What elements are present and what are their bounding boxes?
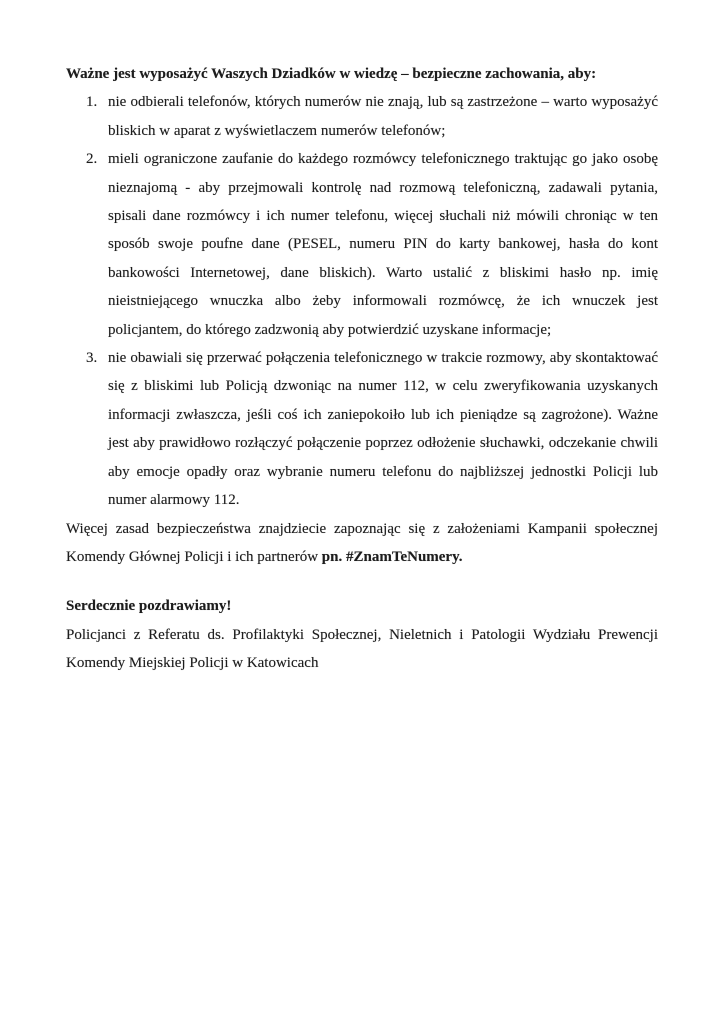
campaign-paragraph	[66, 515, 658, 572]
list-item-1-text: nie odbierali telefonów, których numerów nie znają, lub są zastrzeżone – warto wyposażyć bliskich w aparat z wyświetlaczem numerów telefonów;	[108, 94, 658, 139]
list-item-3-number: 3.	[86, 350, 98, 367]
document-heading: Ważne jest wyposażyć Waszych Dziadków w wiedzę – bezpieczne zachowania, aby:	[66, 66, 597, 82]
list-item-3	[66, 344, 658, 514]
list-item-1-number: 1.	[86, 94, 98, 111]
salutation: Serdecznie pozdrawiamy!	[66, 598, 232, 615]
signature: Policjanci z Referatu ds. Profilaktyki Społecznej, Nieletnich i Patologii Wydziału Prewencji Komendy Miejskiej Policji w Katowicach	[66, 626, 658, 672]
list-item-3-text: nie obawiali się przerwać połączenia telefonicznego w trakcie rozmowy, aby skontaktować się z bliskimi lub Policją dzwoniąc na numer 112, w celu zweryfikowania uzyskanych informacji zwłaszcza, jeśli coś ich zaniepokoiło lub ich pieniądze są zagrożone). Ważne jest aby prawidłowo rozłączyć połączenie poprzez odłożenie słuchawki, odczekanie chwili aby emocje opadły oraz wybranie numeru telefonu do najbliższej jednostki Policji lub numer alarmowy 112.	[108, 350, 658, 509]
campaign-text: Więcej zasad bezpieczeństwa znajdziecie zapoznając się z założeniami Kampanii społecznej Komendy Głównej Policji i ich partnerów	[66, 520, 658, 565]
list-item-1	[66, 88, 658, 145]
campaign-hashtag: pn. #ZnamTeNumery.	[321, 548, 463, 565]
numbered-list	[66, 88, 658, 514]
list-item-2-number: 2.	[86, 151, 98, 168]
list-item-2	[66, 145, 658, 344]
list-item-2-text: mieli ograniczone zaufanie do każdego rozmówcy telefonicznego traktując go jako osobę nieznajomą - aby przejmowali kontrolę nad rozmową telefoniczną, zadawali pytania, spisali dane rozmówcy i ich numer telefonu, więcej słuchali niż mówili chroniąc w ten sposób swoje poufne dane (PESEL, numeru PIN do karty bankowej, hasła do kont bankowości Internetowej, dane bliskich). Warto ustalić z bliskimi hasło np. imię nieistniejącego wnuczka albo żeby informowali rozmówcę, że ich wnuczek jest policjantem, do którego zadzwonią aby potwierdzić uzyskane informacje;	[108, 151, 658, 338]
